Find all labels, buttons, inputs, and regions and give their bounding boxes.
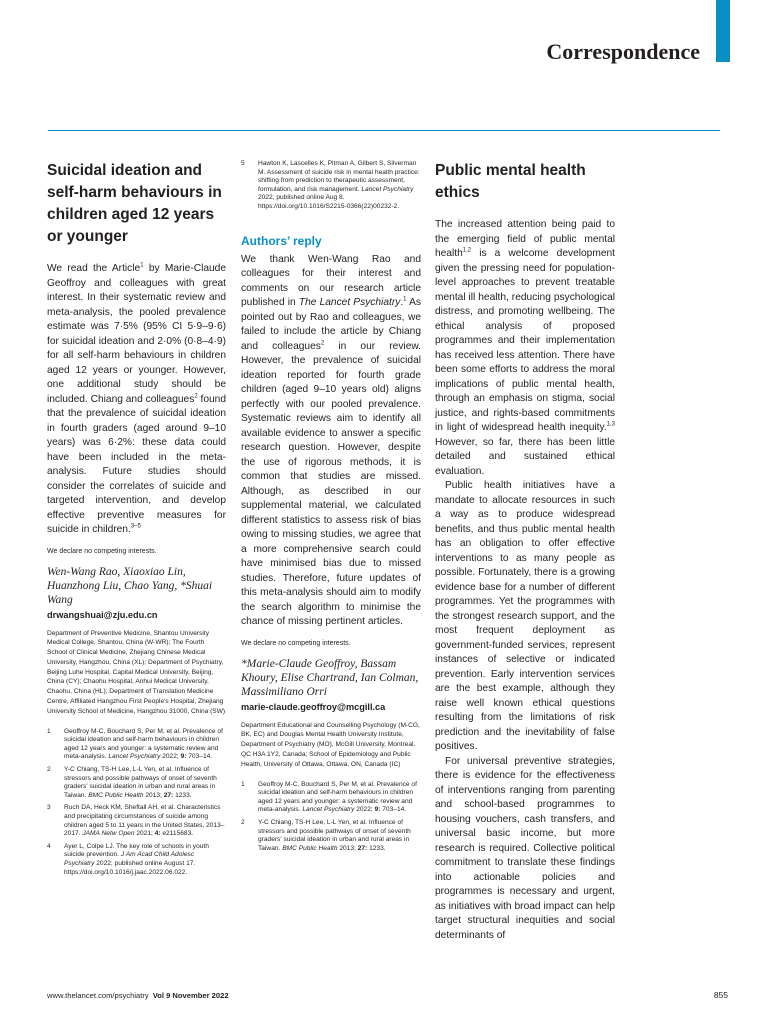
reference-item: 3 Ruch DA, Heck KM, Sheftall AH, et al. Characteristics and precipitating circumstances of suicide among children aged 5 to 11 years in the United States, 2013–2017. JAMA Netw Open 2021; 4: e2115683. bbox=[47, 804, 225, 838]
header-rule bbox=[48, 130, 720, 131]
letter-column bbox=[47, 160, 226, 881]
reference-item: 4 Ayer L, Colpe LJ. The key role of schools in youth suicide prevention. J Am Acad Child Adolesc Psychiatry 2022; published online August 17. https://doi.org/10.1016/j.jaac.2022.06.022. bbox=[47, 842, 209, 876]
reference-item: 1 Geoffroy M-C, Bouchard S, Per M, et al. Prevalence of suicidal ideation and self-harm behaviours in children aged 12 years and younger: a systematic review and meta-analysis. Lancet Psychiatry 2022; 9: 703–14. bbox=[47, 727, 223, 761]
reference-list-continued bbox=[241, 160, 421, 212]
competing-interests: We declare no competing interests. bbox=[47, 547, 157, 555]
competing-interests: We declare no competing interests. bbox=[241, 639, 351, 647]
reply-body: We thank Wen-Wang Rao and colleagues for their interest and comments on our research article published in The Lancet Psychiatry.$^1$ As pointed out by Rao and colleagues, we failed to include the article by Chiang and colleagues$^2$ in our review. However, the prevalence of suicidal ideation reported for fourth grade children (aged 9–10 years old) aligns perfectly with our pooled prevalence. Systematic reviews aim to identify all available evidence to answer a specific research question. However, despite the use of rigorous methods, it is common that studies are missed. Although, as described in our supplemental material, we calculated different statistics to assess risk of bias owing to missing studies, we agree that a more comprehensive search could have minimised bias due to missed studies. Therefore, future updates of this meta-analysis should aim to modify the search algorithm to minimise the chance of missing pertinent articles. bbox=[241, 253, 421, 628]
reference-item: 2 Y-C Chiang, TS-H Lee, L-L Yen, et al. Influence of stressors and possible pathways of onset of seventh graders' suicidal ideation in urban and rural areas in Taiwan. BMC Public Health 2013; 27: 1233. bbox=[47, 766, 217, 799]
body-paragraph: The increased attention being paid to the emerging field of public mental health$^{1,2}$ is a welcome development given the pressing need for population-level approaches to prevent treatable mental ill health, reducing psychological distress, and promoting wellbeing. The ethical analysis of proposed programmes and their implementation has received less attention. There have been some efforts to address the moral implications of public mental health, through an emphasis on stigma, social justice, and rights-based commitments in light of widespread health inequity.$^{1,3}$ However, so far, there has been little detailed and sustained ethical evaluation. bbox=[435, 219, 615, 477]
page-number: 855 bbox=[713, 990, 728, 1000]
author-affiliations: Department of Preventive Medicine, Shantou University Medical College, Shantou, China (W-WR); The Fourth School of Clinical Medicine, Zhejiang Chinese Medical University, Hangzhou, China (XL); Department of Psychiatry, Beijing Luhe Hospital, Capital Medical University, Beijing, China (CY); Chaohu Hospital, Anhui Medical University, Chaohu, China (HL); Department of Translation Medicine Centre, Affiliated Hangzhou First People's Hospital, Zhejiang University School of Medicine, Hangzhou 31000, China (SW) bbox=[47, 629, 226, 715]
reference-item: 5 Hawton K, Lascelles K, Pitman A, Gilbert S, Silverman M. Assessment of suicide risk in mental health practice: shifting from prediction to therapeutic assessment, formulation, and risk management. Lancet Psychiatry 2022, published online Aug 8. https://doi.org/10.1016/S2215-0366(22)00232-2. bbox=[241, 160, 420, 210]
reply-column bbox=[241, 160, 421, 857]
reply-title: Authors’ reply bbox=[241, 233, 322, 248]
body-paragraph: For universal preventive strategies, there is evidence for the effectiveness of interventions ranging from parenting and school-based programmes to housing vouchers, cash transfers, and universal basic income, but more research is required. Collective political commitment to translate these findings into actionable policies and programmes is necessary and urgent, as initiatives with broad impact can help target structural inequities and social determinants of bbox=[435, 755, 615, 941]
journal-url[interactable]: www.thelancet.com/psychiatry bbox=[47, 991, 149, 1000]
corresponding-email[interactable]: drwangshuai@zju.edu.cn bbox=[47, 609, 158, 620]
volume-info: Vol 9 November 2022 bbox=[152, 991, 229, 1000]
letter-authors: Wen-Wang Rao, Xiaoxiao Lin, Huanzhong Liu, Chao Yang, *Shuai Wang bbox=[47, 565, 213, 606]
article-column bbox=[435, 160, 615, 943]
section-color-tab bbox=[716, 0, 730, 62]
letter-title: Suicidal ideation and self-harm behaviours in children aged 12 years or younger bbox=[47, 162, 222, 245]
footer-journal bbox=[47, 991, 229, 1000]
body-paragraph: Public health initiatives have a mandate to allocate resources in such a way as to produce widespread benefits, and thus public mental health has an obligation to offer effective interventions to as many people as possible. Fortunately, there is a growing evidence base for a number of different programmes. Yet the programmes with the strongest research support, and the most frequent deployment as government-funded services, represent instances of selective or indicated prevention. Early intervention services are the best example, although they raise well known ethical questions resulting from the limitations of risk prediction and the inevitability of false positives. bbox=[435, 480, 615, 752]
section-title: Correspondence bbox=[546, 39, 700, 64]
corresponding-email[interactable]: marie-claude.geoffroy@mcgill.ca bbox=[241, 701, 386, 712]
author-affiliations: Department Educational and Counselling Psychology (M-CG, BK, EC) and Douglas Mental Health University Institute, Department of Psychiatry (MO), McGill University, Montreal, QC H3A 1Y2, Canada; School of Epidemiology and Public Health, University of Ottawa, Ottawa, ON, Canada (IC) bbox=[241, 721, 420, 768]
reference-list bbox=[47, 728, 226, 878]
reply-authors: *Marie-Claude Geoffroy, Bassam Khoury, Elise Chartrand, Ian Colman, Massimiliano Orri bbox=[241, 657, 419, 698]
letter-body: We read the Article$^1$ by Marie-Claude Geoffroy and colleagues with great interest. In their systematic review and meta-analysis, the pooled prevalence estimate was 7·5% (95% CI 5·9–9·6) for suicidal ideation and 2·0% (0·8–4·9) for all self-harm behaviours in children aged 12 years or younger. However, one additional study should be included. Chiang and colleagues$^2$ found that the prevalence of suicidal ideation in fourth graders (aged around 9–10 years) was 6·2%: these data could have been included in the meta-analysis. Future studies should consider the correlates of suicide and targeted intervention, and develop effective preventive measures for suicide in children.$^{3-5}$ bbox=[47, 262, 226, 535]
article-body bbox=[435, 218, 615, 943]
reference-item: 1 Geoffroy M-C, Bouchard S, Per M, et al. Prevalence of suicidal ideation and self-harm behaviours in children aged 12 years and younger: a systematic review and meta-analysis. Lancet Psychiatry 2022; 9: 703–14. bbox=[241, 780, 417, 814]
reference-list bbox=[241, 781, 421, 854]
article-title: Public mental health ethics bbox=[435, 162, 586, 201]
reference-item: 2 Y-C Chiang, TS-H Lee, L-L Yen, et al. Influence of stressors and possible pathways of onset of seventh graders' suicidal ideation in urban and rural areas in Taiwan. BMC Public Health 2013; 27: 1233. bbox=[241, 818, 411, 852]
